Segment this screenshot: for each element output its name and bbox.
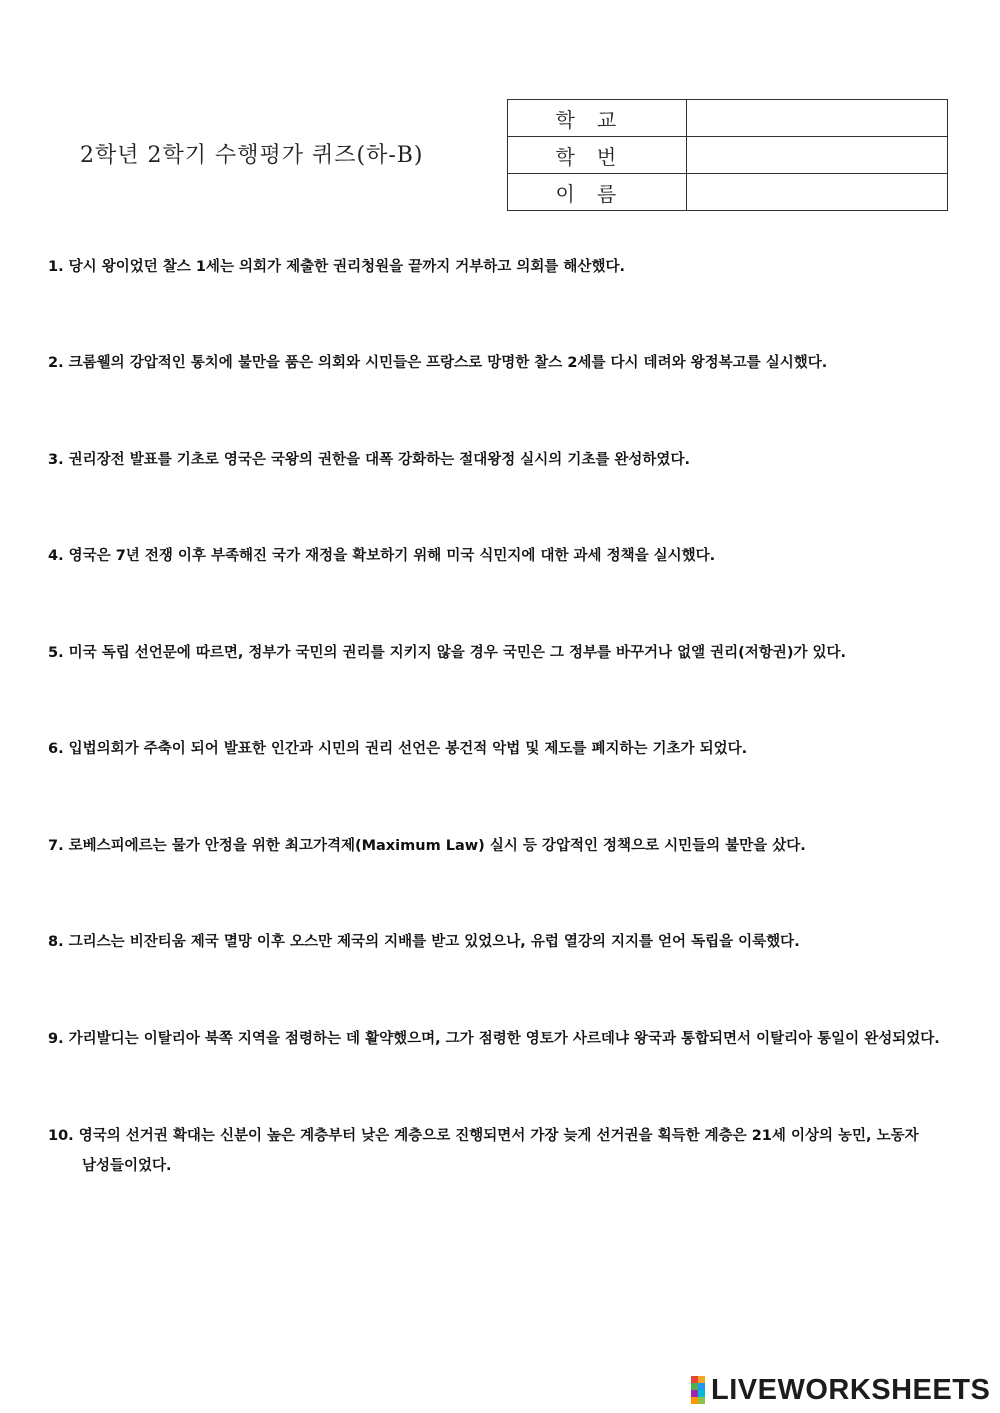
logo-mark-icon bbox=[691, 1376, 705, 1404]
question-8: 8. 그리스는 비잔티움 제국 멸망 이후 오스만 제국의 지배를 받고 있었으나, 유럽 열강의 지지를 얻어 독립을 이룩했다. bbox=[48, 934, 800, 950]
info-value-name[interactable] bbox=[686, 174, 947, 211]
info-value-number[interactable] bbox=[686, 137, 947, 174]
info-row-school bbox=[508, 100, 948, 137]
info-label-name: 이름 bbox=[508, 174, 687, 211]
student-info-table bbox=[507, 99, 948, 211]
question-4: 4. 영국은 7년 전쟁 이후 부족해진 국가 재정을 확보하기 위해 미국 식민지에 대한 과세 정책을 실시했다. bbox=[48, 548, 716, 564]
question-5: 5. 미국 독립 선언문에 따르면, 정부가 국민의 권리를 지키지 않을 경우 국민은 그 정부를 바꾸거나 없앨 권리(저항권)가 있다. bbox=[48, 645, 847, 661]
question-6: 6. 입법의회가 주축이 되어 발표한 인간과 시민의 권리 선언은 봉건적 악법 및 제도를 폐지하는 기초가 되었다. bbox=[48, 741, 748, 757]
logo-text: LIVEWORKSHEETS bbox=[711, 1373, 991, 1406]
question-3: 3. 권리장전 발표를 기초로 영국은 국왕의 권한을 대폭 강화하는 절대왕정 실시의 기초를 완성하였다. bbox=[48, 452, 690, 468]
info-value-school[interactable] bbox=[686, 100, 947, 137]
question-10-line2: 남성들이었다. bbox=[82, 1158, 172, 1174]
info-label-school: 학교 bbox=[508, 100, 687, 137]
question-7: 7. 로베스피에르는 물가 안정을 위한 최고가격제(Maximum Law) 실시 등 강압적인 정책으로 시민들의 불만을 샀다. bbox=[48, 838, 806, 854]
question-1: 1. 당시 왕이었던 찰스 1세는 의회가 제출한 권리청원을 끝까지 거부하고 의회를 해산했다. bbox=[48, 259, 625, 275]
info-label-number: 학번 bbox=[508, 137, 687, 174]
liveworksheets-logo bbox=[691, 1373, 990, 1407]
page-title: 2학년 2학기 수행평가 퀴즈(하-B) bbox=[80, 143, 424, 168]
question-10-line1: 10. 영국의 선거권 확대는 신분이 높은 계층부터 낮은 계층으로 진행되면서 가장 늦게 선거권을 획득한 계층은 21세 이상의 농민, 노동자 bbox=[48, 1128, 919, 1144]
question-9: 9. 가리발디는 이탈리아 북쪽 지역을 점령하는 데 활약했으며, 그가 점령한 영토가 사르데냐 왕국과 통합되면서 이탈리아 통일이 완성되었다. bbox=[48, 1031, 940, 1047]
question-10 bbox=[48, 1121, 953, 1181]
question-2: 2. 크롬웰의 강압적인 통치에 불만을 품은 의회와 시민들은 프랑스로 망명한 찰스 2세를 다시 데려와 왕정복고를 실시했다. bbox=[48, 355, 828, 371]
info-row-number bbox=[508, 137, 948, 174]
info-row-name bbox=[508, 174, 948, 211]
